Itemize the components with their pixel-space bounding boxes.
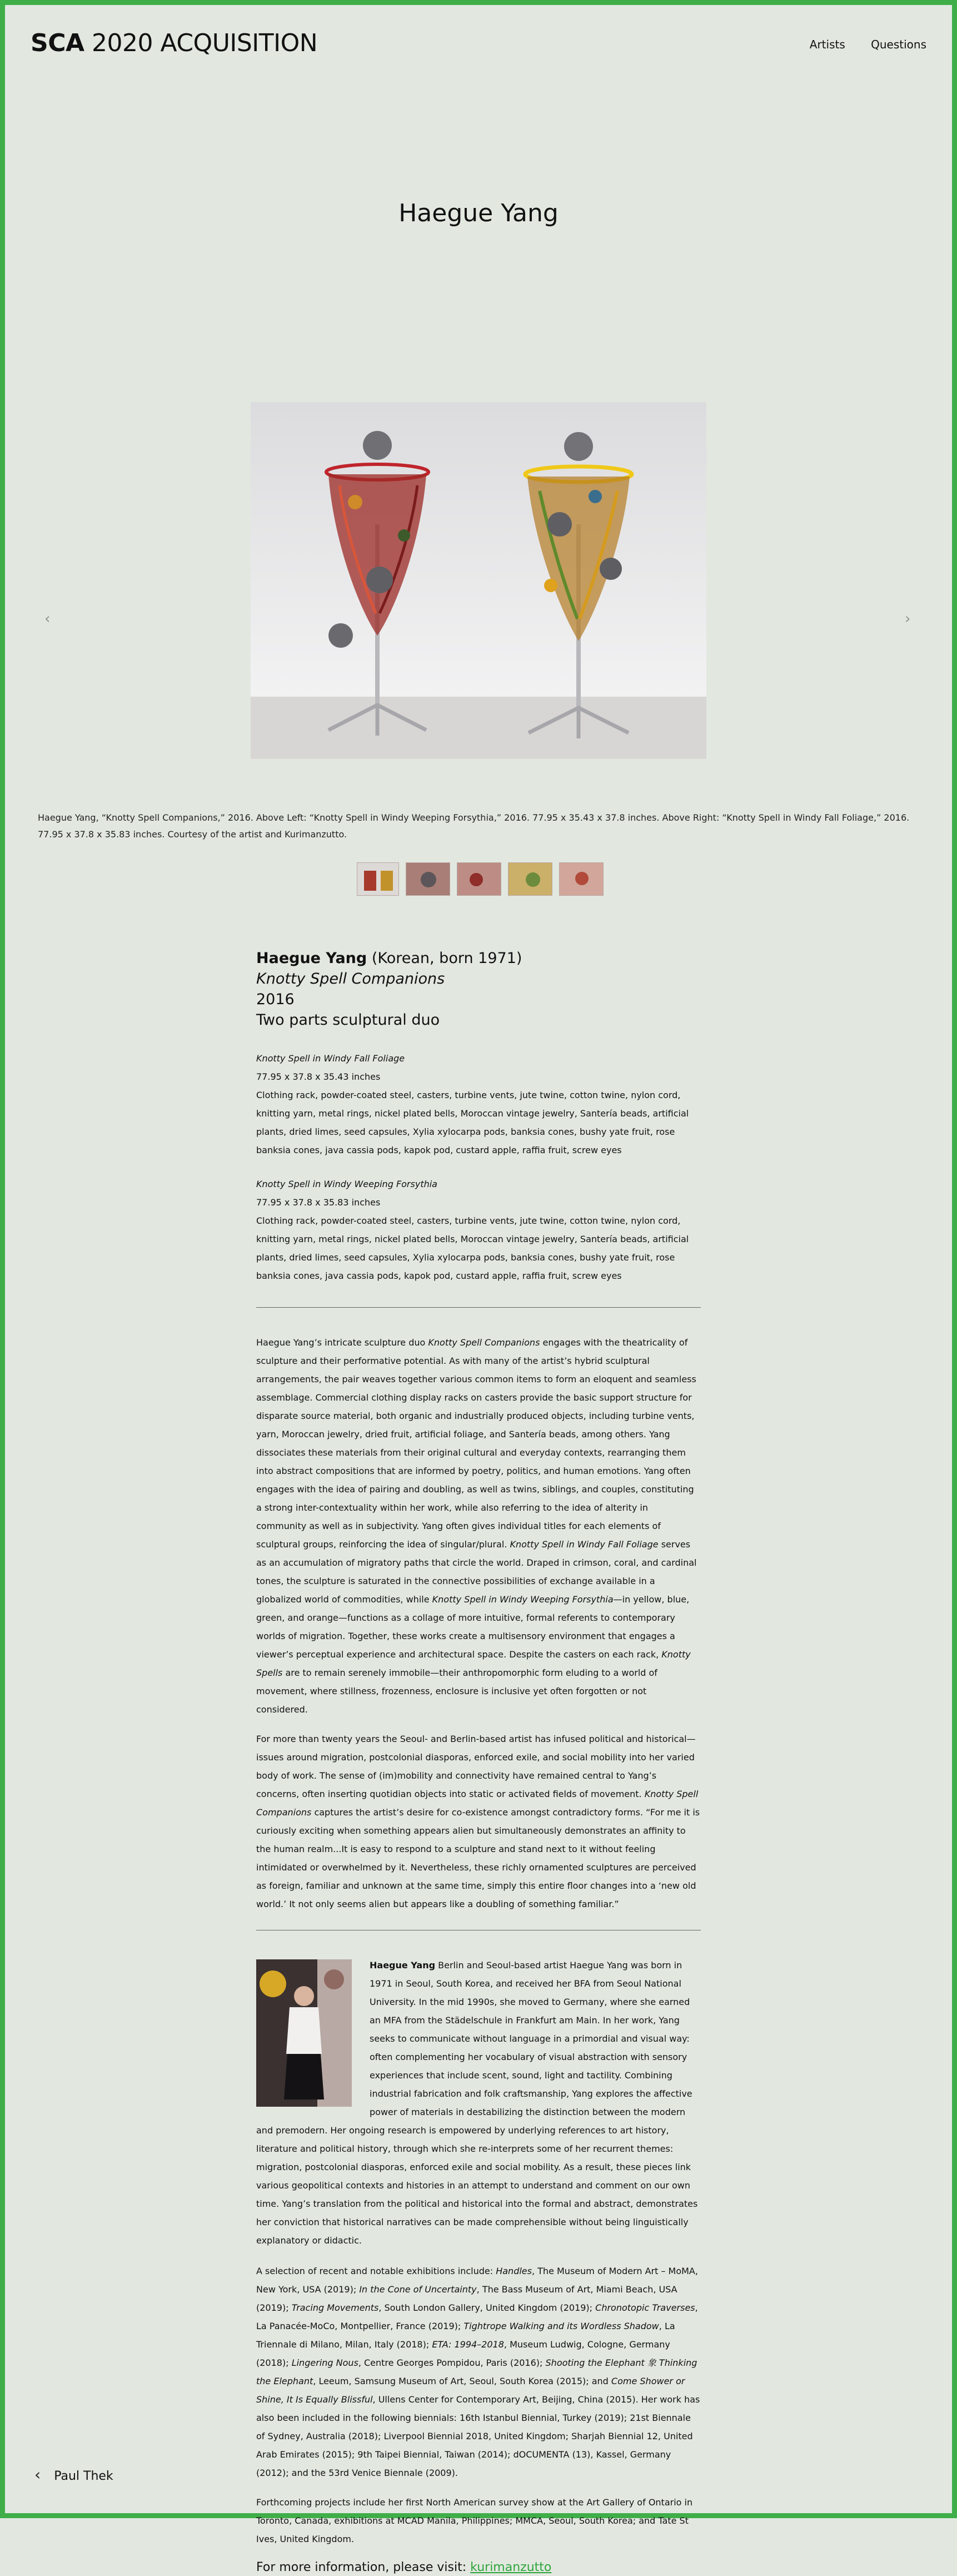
- exhibition-title: ETA: 1994–2018: [432, 2339, 504, 2350]
- artwork-title: Knotty Spell Companions: [256, 970, 445, 987]
- exhibition-text: , La Panacée-MoCo, Montpellier, France (2019);: [256, 2302, 698, 2331]
- gallery-next-arrow-icon[interactable]: ›: [905, 611, 911, 627]
- bio-name: Haegue Yang: [370, 1960, 436, 1971]
- thumbnail-1[interactable]: [357, 862, 399, 896]
- exhibition-text: , Museum Ludwig, Cologne, Germany (2018);: [256, 2339, 670, 2368]
- exhibition-text: , South London Gallery, United Kingdom (2019);: [378, 2302, 596, 2313]
- bio-paragraph: Haegue Yang Berlin and Seoul-based artist Haegue Yang was born in 1971 in Seoul, South Korea, and received her BFA from Seoul National University. In the mid 1990s, she moved to Germany, where she earned an MFA from the Städelschule in Frankfurt am Main. In her work, Yang seeks to communicate without language in a primordial and visual way: often complementing her vocabulary of visual abstraction with sensory experiences that include scent, sound, light and tactility. Combining industrial fabrication and folk craftsmanship, Yang explores the affective power of materials in destabilizing the distinction between the modern and premodern. Her ongoing research is empowered by underlying references to art history, literature and political history, through which she re-interprets some of her recurrent themes: migration, postcolonial diasporas, enforced exile and social mobility. As a result, these pieces link various geopolitical contexts and histories in an attempt to understand and comment on our own time. Yang’s translation from the political and historical into the formal and abstract, demonstrates her conviction that historical narratives can be made comprehensible without being linguistically explanatory or didactic.: [256, 1960, 698, 2246]
- exhibition-text: , La Triennale di Milano, Milan, Italy (2018);: [256, 2321, 675, 2350]
- exhibition-text: , Centre Georges Pompidou, Paris (2016);: [358, 2357, 546, 2368]
- part-title: Knotty Spell in Windy Fall Foliage: [256, 1053, 405, 1064]
- image-caption: Haegue Yang, “Knotty Spell Companions,” 2016. Above Left: “Knotty Spell in Windy Weeping Forsythia,” 2016. 77.95 x 35.43 x 37.8 inches. Above Right: “Knotty Spell in Windy Fall Foliage,” 2016. 77.95 x 37.8 x 35.83 inches. Courtesy of the artist and Kurimanzutto.: [38, 812, 910, 840]
- brand-bold: SCA: [31, 29, 84, 57]
- artist-portrait: [256, 1959, 352, 2107]
- part-materials: Clothing rack, powder-coated steel, casters, turbine vents, jute twine, cotton twine, nylon cord, knitting yarn, metal rings, nickel plated bells, Moroccan vintage jewelry, Santería beads, artificial plants, dried limes, seed capsules, Xylia xylocarpa pods, banksia cones, bushy yate fruit, rose banksia cones, java cassia pods, kapok pod, custard apple, raffia fruit, screw eyes: [256, 1090, 689, 1155]
- artwork-details: [256, 948, 701, 2576]
- thumbnail-4[interactable]: [508, 862, 552, 896]
- previous-artist-link[interactable]: [34, 2465, 113, 2484]
- artwork-image: [251, 402, 706, 759]
- exhibition-title: Handles: [496, 2266, 532, 2276]
- divider: [256, 1307, 701, 1308]
- forthcoming-paragraph: Forthcoming projects include her first North American survey show at the Art Gallery of Ontario in Toronto, Canada, exhibitions at MCAD Manila, Philippines; MMCA, Seoul, South Korea; and Tate St Ives, United Kingdom.: [256, 2497, 693, 2544]
- exhibition-title: Come Shower or Shine, It Is Equally Blissful: [256, 2376, 685, 2405]
- site-header: [0, 0, 957, 89]
- exhibition-title: In the Cone of Uncertainty: [359, 2284, 477, 2295]
- essay-paragraph-2: For more than twenty years the Seoul- and Berlin-based artist has infused political and historical—issues around migration, postcolonial diasporas, enforced exile, and social mobility into her varied body of work. The sense of (im)mobility and connectivity have remained central to Yang’s concerns, often inserting quotidian objects into static or activated fields of movement. Knotty Spell Companions captures the artist’s desire for co-existence amongst contradictory forms. “For me it is curiously exciting when something appears alien but simultaneously demonstrates an affinity to the human realm...It is easy to respond to a sculpture and stand next to it without feeling intimidated or overwhelmed by it. Nevertheless, these richly ornamented sculptures are perceived as foreign, familiar and unknown at the same time, simply this entire floor changes into a ‘new old world.’ It not only seems alien but appears like a doubling of something familiar.”: [256, 1734, 700, 1909]
- thumbnail-2[interactable]: [406, 862, 450, 896]
- nav-artists[interactable]: Artists: [809, 38, 845, 51]
- exhibition-text: , Leeum, Samsung Museum of Art, Seoul, South Korea (2015); and: [313, 2376, 611, 2386]
- site-logo[interactable]: [31, 29, 317, 57]
- exhibition-title: Chronotopic Traverses: [595, 2302, 695, 2313]
- exhibition-text: , The Museum of Modern Art – MoMA, New York, USA (2019);: [256, 2266, 698, 2295]
- gallery-prev-arrow-icon[interactable]: ‹: [44, 611, 51, 627]
- artwork-part-1: [256, 1049, 701, 1159]
- exhibition-title: Tracing Movements: [291, 2302, 379, 2313]
- part-materials: Clothing rack, powder-coated steel, casters, turbine vents, jute twine, cotton twine, nylon cord, knitting yarn, metal rings, nickel plated bells, Moroccan vintage jewelry, Santería beads, artificial plants, dried limes, seed capsules, Xylia xylocarpa pods, banksia cones, bushy yate fruit, rose banksia cones, java cassia pods, kapok pod, custard apple, raffia fruit, screw eyes: [256, 1215, 689, 1281]
- exhibition-title: Lingering Nous: [291, 2357, 358, 2368]
- exhibition-text: A selection of recent and notable exhibitions include:: [256, 2266, 496, 2276]
- exhibition-title: Shooting the Elephant 象 Thinking the Elephant: [256, 2357, 697, 2386]
- chevron-left-icon: ‹: [34, 2465, 41, 2484]
- nav-questions[interactable]: Questions: [871, 38, 926, 51]
- exhibitions-paragraph: [256, 2262, 701, 2482]
- exhibition-text: , Ullens Center for Contemporary Art, Beijing, China (2015). Her work has also been included in the following biennials: 16th Istanbul Biennial, Turkey (2019); 21st Biennale of Sydney, Australia (2018); Liverpool Biennial 2018, United Kingdom; Sharjah Biennial 12, United Arab Emirates (2015); 9th Taipei Biennial, Taiwan (2014); dOCUMENTA (13), Kassel, Germany (2012); and the 53rd Venice Biennale (2009).: [256, 2394, 700, 2478]
- artwork-year: 2016: [256, 991, 295, 1008]
- more-info: For more information, please visit: kurimanzutto: [256, 2560, 552, 2574]
- part-title: Knotty Spell in Windy Weeping Forsythia: [256, 1179, 437, 1189]
- thumbnail-5[interactable]: [559, 862, 604, 896]
- kurimanzutto-link[interactable]: kurimanzutto: [470, 2560, 552, 2574]
- main-nav: [787, 38, 926, 51]
- artwork-header: [256, 948, 701, 1030]
- artist-name: Haegue Yang: [256, 950, 367, 967]
- thumbnail-3[interactable]: [457, 862, 501, 896]
- previous-artist-name: Paul Thek: [54, 2469, 113, 2483]
- exhibition-text: , The Bass Museum of Art, Miami Beach, USA (2019);: [256, 2284, 677, 2313]
- artwork-part-2: [256, 1175, 701, 1285]
- sculpture-photo: [251, 402, 706, 759]
- exhibition-title: Tightrope Walking and its Wordless Shadow: [463, 2321, 659, 2331]
- page-title: Haegue Yang: [398, 199, 559, 227]
- brand-light: 2020 ACQUISITION: [92, 29, 318, 57]
- essay-paragraph-1: Haegue Yang’s intricate sculpture duo Knotty Spell Companions engages with the theatricality of sculpture and their performative potential. As with many of the artist’s hybrid sculptural arrangements, the pair weaves together various common items to form an eloquent and seamless assemblage. Commercial clothing display racks on casters provide the basic support structure for disparate source material, both organic and industrially produced objects, including turbine vents, yarn, Moroccan jewelry, dried fruit, artificial foliage, and Santería beads, among others. Yang dissociates these materials from their original cultural and everyday contexts, rearranging them into abstract compositions that are informed by poetry, politics, and human emotions. Yang often engages with the idea of pairing and doubling, as well as twins, siblings, and couples, constituting a strong inter-contextuality within her work, while also referring to the idea of alterity in community as well as in subjectivity. Yang often gives individual titles for each elements of sculptural groups, reinforcing the idea of singular/plural. Knotty Spell in Windy Fall Foliage serves as an accumulation of migratory paths that circle the world. Draped in crimson, coral, and cardinal tones, the sculpture is saturated in the connective possibilities of exchange available in a globalized world of commodities, while Knotty Spell in Windy Weeping Forsythia—in yellow, blue, green, and orange—functions as a collage of more intuitive, formal referents to contemporary worlds of migration. Together, these works create a multisensory environment that engages a viewer’s perceptual experience and architectural space. Despite the casters on each rack, Knotty Spells are to remain serenely immobile—their anthropomorphic form eluding to a world of movement, where stillness, frozenness, enclosure is inclusive yet often forgotten or not considered.: [256, 1337, 697, 1715]
- artwork-type: Two parts sculptural duo: [256, 1011, 440, 1029]
- part-dimensions: 77.95 x 37.8 x 35.83 inches: [256, 1197, 381, 1208]
- part-dimensions: 77.95 x 37.8 x 35.43 inches: [256, 1071, 381, 1082]
- artist-nationality: (Korean, born 1971): [371, 950, 522, 967]
